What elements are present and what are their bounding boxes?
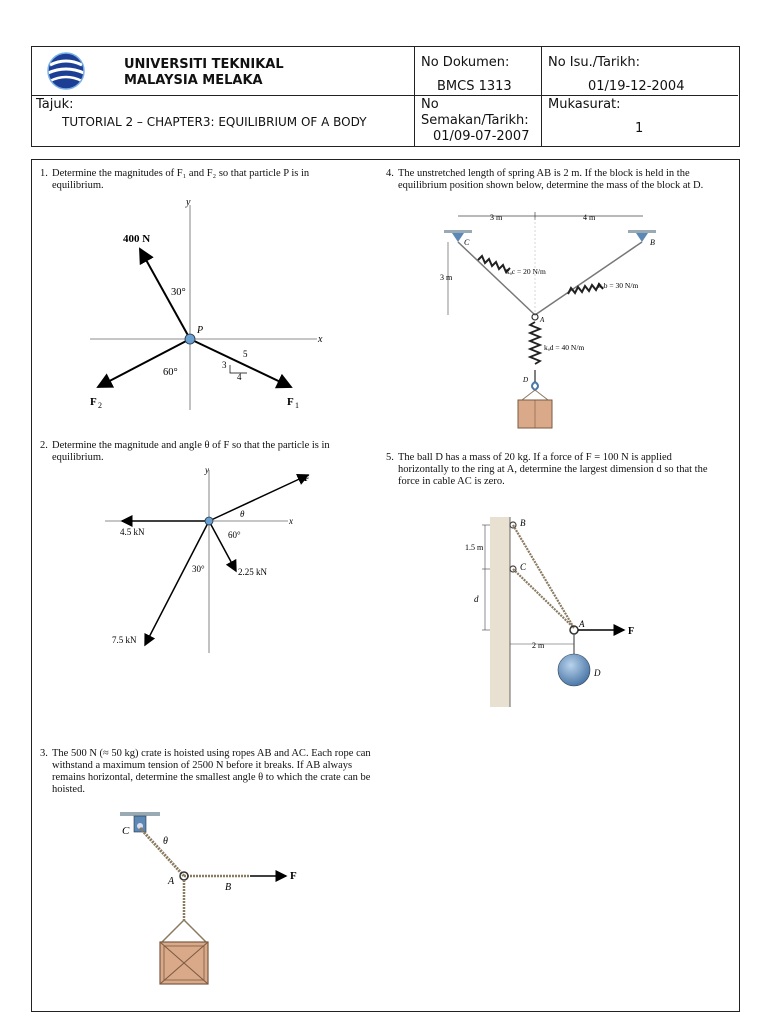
f1-f2-label: F — [90, 396, 97, 408]
document-header — [31, 46, 740, 147]
f4-kab: kₐb = 30 N/m — [598, 281, 639, 290]
f5-f-label: F — [628, 626, 635, 637]
f1-400n-label: 400 N — [123, 233, 151, 245]
figure-5-ball-cables — [462, 512, 642, 707]
f3-f-label: F — [290, 870, 297, 882]
f4-4m-top: 4 m — [583, 213, 596, 222]
question-3-number: 3. — [40, 748, 48, 759]
figure-2-force-diagram — [100, 465, 325, 655]
f4-c-label: C — [464, 238, 470, 247]
f3-theta: θ — [163, 836, 168, 847]
page-value: 1 — [635, 121, 644, 136]
revision-value: 01/09-07-2007 — [433, 129, 530, 144]
question-1-number: 1. — [40, 168, 48, 179]
f1-f1-label: F — [287, 396, 294, 408]
revision-label-2: Semakan/Tarikh: — [421, 113, 529, 128]
f4-3m-top: 3 m — [490, 213, 503, 222]
question-1-text: Determine the magnitudes of F₁ and F₂ so that particle P is in equilibrium. — [52, 168, 310, 191]
f1-60deg-label: 60° — [163, 367, 178, 378]
question-2-number: 2. — [40, 440, 48, 451]
f2-45kn: 4.5 kN — [120, 527, 145, 537]
f4-b-label: B — [650, 238, 655, 247]
question-5-number: 5. — [386, 452, 394, 463]
f4-kac: kₐc = 20 N/m — [506, 267, 546, 276]
question-1 — [40, 168, 360, 192]
f2-30deg: 30° — [192, 564, 205, 574]
f1-tri-3: 3 — [222, 360, 227, 370]
f4-a-label: A — [540, 316, 545, 324]
revision-label-1: No — [421, 97, 439, 112]
f2-f-label: F — [304, 473, 310, 483]
title-value: TUTORIAL 2 – CHAPTER3: EQUILIBRIUM OF A BODY — [62, 115, 367, 129]
f1-y-label: y — [186, 197, 191, 208]
question-3-text: The 500 N (≈ 50 kg) crate is hoisted using ropes AB and AC. Each rope can withstand a maximum tension of 2500 N before it breaks. If AB always remains horizontal, determine the smallest angle θ to which the crate can be hoisted. — [52, 748, 371, 795]
f5-b-label: B — [520, 518, 526, 528]
question-2-text: Determine the magnitude and angle θ of F so that the particle is in equilibrium. — [52, 440, 330, 463]
f2-x-label: x — [289, 516, 293, 526]
question-5-text: The ball D has a mass of 20 kg. If a force of F = 100 N is applied horizontally to the ring at A, determine the largest dimension d so that the force in cable AC is zero. — [398, 452, 708, 487]
figure-4-spring-system — [438, 210, 668, 435]
university-name-line1: UNIVERSITI TEKNIKAL — [124, 57, 284, 72]
question-4-text: The unstretched length of spring AB is 2 m. If the block is held in the equilibrium position shown below, determine the mass of the block at D. — [398, 168, 704, 191]
f1-30deg-label: 30° — [171, 287, 186, 298]
f2-60deg: 60° — [228, 530, 241, 540]
f2-theta: θ — [240, 509, 245, 519]
f1-f1-sub: 1 — [295, 401, 299, 410]
title-label: Tajuk: — [36, 97, 74, 112]
f4-d-label: D — [523, 376, 529, 384]
university-logo — [42, 51, 90, 91]
f4-kad: kₐd = 40 N/m — [544, 343, 585, 352]
f1-f2-sub: 2 — [98, 401, 102, 410]
f3-c-label: C — [122, 825, 130, 837]
f1-tri-4: 4 — [237, 372, 242, 382]
f3-b-label: B — [225, 882, 232, 893]
f5-d-ball-label: D — [594, 668, 601, 678]
question-3 — [40, 748, 375, 796]
f5-d-dim: d — [474, 594, 479, 604]
issue-value: 01/19-12-2004 — [588, 79, 685, 94]
f2-y-label: y — [205, 465, 209, 475]
f5-c-label: C — [520, 562, 527, 572]
f2-75kn: 7.5 kN — [112, 635, 137, 645]
question-4-number: 4. — [386, 168, 394, 179]
doc-no-value: BMCS 1313 — [437, 79, 512, 94]
f4-3m-side: 3 m — [440, 273, 453, 282]
question-5 — [386, 452, 721, 488]
university-name-line2: MALAYSIA MELAKA — [124, 73, 263, 88]
f5-a-label: A — [579, 619, 585, 629]
f3-a-label: A — [168, 876, 175, 887]
question-4 — [386, 168, 721, 192]
f5-15m: 1.5 m — [465, 543, 484, 552]
f2-225kn: 2.25 kN — [238, 567, 267, 577]
question-2 — [40, 440, 370, 464]
f1-tri-5: 5 — [243, 349, 248, 359]
f1-point-p: P — [197, 325, 204, 336]
f1-x-label: x — [318, 334, 323, 345]
page-label: Mukasurat: — [548, 97, 621, 112]
figure-1-force-diagram — [85, 195, 330, 415]
f5-2m: 2 m — [532, 641, 545, 650]
figure-3-crate-hoist — [110, 810, 310, 990]
doc-no-label: No Dokumen: — [421, 55, 510, 70]
issue-label: No Isu./Tarikh: — [548, 55, 641, 70]
